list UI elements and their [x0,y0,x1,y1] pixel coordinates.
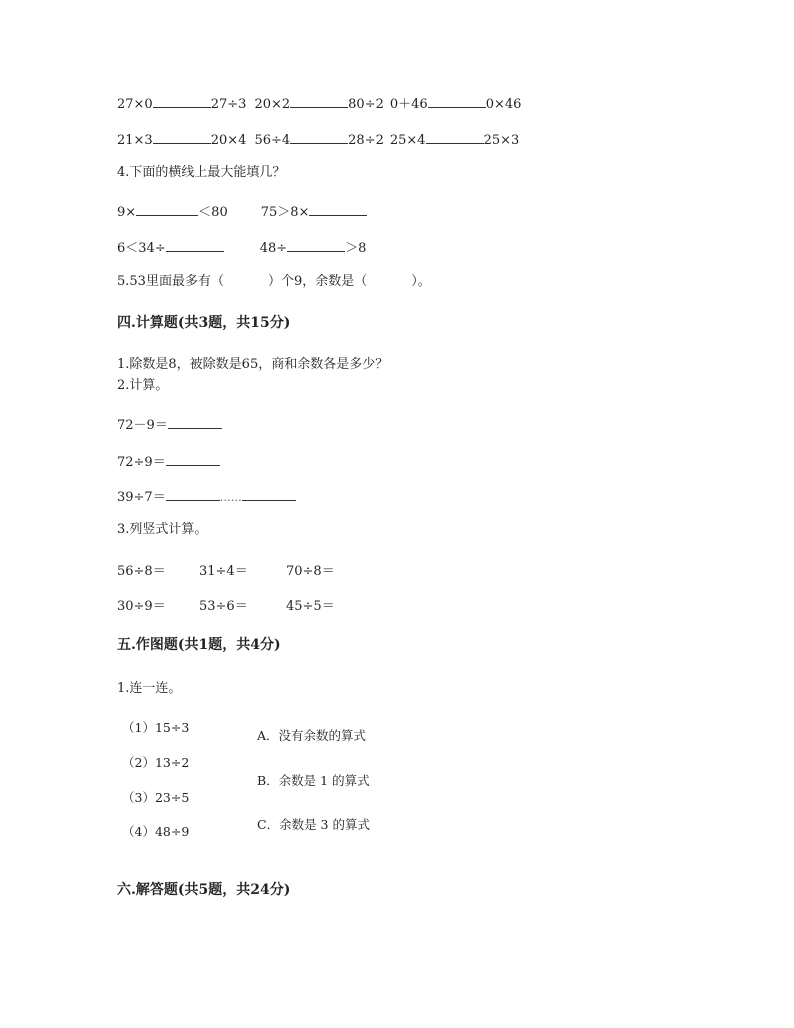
expression: 28÷2 [348,133,384,148]
question-5 [117,273,431,291]
expression: 0×46 [485,97,522,112]
calc-row-3 [117,487,296,507]
expression: 6＜34÷ [117,241,166,256]
vertical-calc: 30÷9＝ [117,599,166,614]
question-4-title: 4.下面的横线上最大能填几？ [117,165,286,180]
match-left-item[interactable]: （3）23÷5 [122,790,190,805]
match-left-item[interactable]: （1）15÷3 [122,720,190,735]
question-4-row-1 [117,202,367,222]
answer-blank[interactable] [290,94,348,108]
match-left-item[interactable]: （2）13÷2 [122,755,190,770]
expression: 72÷9＝ [117,455,166,470]
match-right-item[interactable]: C．余数是 3 的算式 [257,817,370,832]
section-4-question-2: 2.计算。 [117,378,169,393]
question-5-text: 5.53里面最多有（ [117,274,224,289]
expression: 48÷ [259,241,288,256]
match-right-item[interactable]: B．余数是 1 的算式 [257,773,370,788]
expression: 27×0 [117,97,153,112]
expression: 25×4 [389,133,426,148]
expression: 27÷3 [210,97,247,112]
answer-blank[interactable] [168,415,222,429]
answer-blank[interactable] [290,130,348,144]
calc-row-1 [117,415,222,435]
expression: 0＋46 [389,97,428,112]
expression: 9× [117,205,137,220]
answer-blank[interactable] [166,487,220,501]
question-5-text: ）个9，余数是（ [267,274,368,289]
question-4-row-2 [117,238,366,258]
expression: ＞8 [345,241,367,256]
answer-blank[interactable] [426,130,484,144]
expression: 72－9＝ [117,418,168,433]
match-left-item[interactable]: （4）48÷9 [122,824,190,839]
question-5-text: ）。 [411,274,431,289]
answer-blank[interactable] [242,487,296,501]
expression: 39÷7＝ [117,490,166,505]
expression: 56÷4 [254,133,291,148]
section-4-question-1: 1.除数是8，被除数是65，商和余数各是多少？ [117,357,389,372]
expression: 80÷2 [348,97,384,112]
answer-blank[interactable] [153,94,211,108]
answer-blank[interactable] [166,452,220,466]
comparison-row-2 [117,130,519,150]
section-5-heading: 五.作图题(共1题，共4分) [117,637,281,653]
vertical-calc: 56÷8＝ [117,564,166,579]
vertical-calc: 45÷5＝ [286,599,335,614]
expression: 20×4 [210,133,247,148]
answer-blank[interactable] [287,238,345,252]
vertical-calc: 31÷4＝ [199,564,248,579]
expression: 20×2 [254,97,291,112]
match-right-item[interactable]: A．没有余数的算式 [257,728,367,743]
vertical-calc: 70÷8＝ [286,564,335,579]
expression: ＜80 [198,205,228,220]
answer-blank[interactable] [136,202,198,216]
vertical-calc: 53÷6＝ [199,599,248,614]
comparison-row-1 [117,94,521,114]
section-4-heading: 四.计算题(共3题，共15分) [117,315,291,331]
expression: 21×3 [117,133,153,148]
answer-blank[interactable] [309,202,367,216]
expression: 75＞8× [260,205,310,220]
answer-blank[interactable] [166,238,224,252]
section-4-question-3: 3.列竖式计算。 [117,522,208,537]
section-5-question-1: 1.连一连。 [117,681,182,696]
ellipsis: …… [219,491,242,504]
answer-blank[interactable] [153,130,211,144]
answer-blank[interactable] [428,94,486,108]
expression: 25×3 [483,133,520,148]
calc-row-2 [117,452,220,472]
section-6-heading: 六.解答题(共5题，共24分) [117,882,291,898]
